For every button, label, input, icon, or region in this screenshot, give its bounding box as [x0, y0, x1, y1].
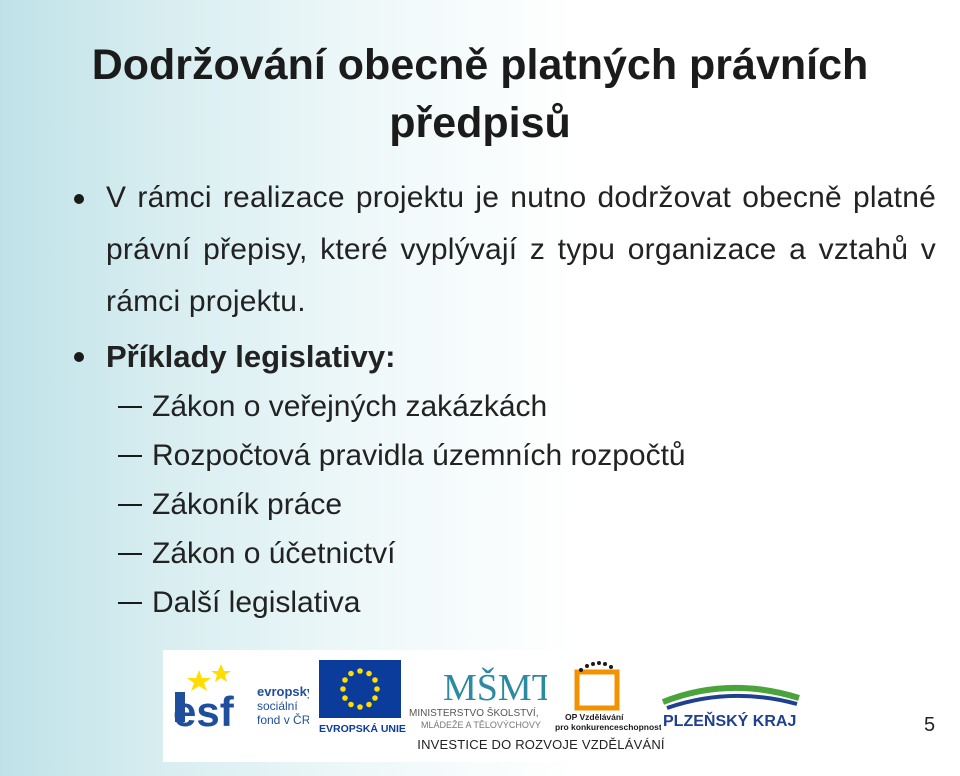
legislation-item [118, 431, 686, 480]
eu-flag-icon [317, 658, 407, 736]
bullet-list [66, 172, 946, 382]
esf-mark: esf [173, 688, 234, 732]
msmt-mark: MŠMT [443, 667, 547, 709]
dash-icon [118, 504, 142, 506]
legislation-item [118, 382, 686, 431]
bullet-item [66, 172, 936, 328]
bullet-text: V rámci realizace projektu je nutno dodržovat obecně platné právní přepisy, které vyplývají z typu organizace a vztahů v rámci projektu. [106, 181, 936, 318]
investice-text: INVESTICE DO ROZVOJE VZDĚLÁVÁNÍ [417, 737, 665, 752]
dash-icon [118, 406, 142, 408]
svg-text:MINISTERSTVO ŠKOLSTVÍ,: MINISTERSTVO ŠKOLSTVÍ, [409, 708, 539, 719]
eu-logo [317, 658, 407, 736]
legislation-item [118, 578, 686, 627]
dash-icon [118, 602, 142, 604]
page-number: 5 [924, 714, 936, 736]
esf-logo [169, 660, 309, 732]
bullet-item [66, 332, 946, 382]
bullet-dot-icon [74, 352, 84, 362]
svg-text:sociální: sociální [257, 699, 298, 713]
legislation-list [118, 382, 686, 627]
svg-text:OP Vzdělávání: OP Vzdělávání [565, 712, 624, 722]
svg-text:MLÁDEŽE A TĚLOVÝCHOVY: MLÁDEŽE A TĚLOVÝCHOVY [421, 720, 541, 730]
legislation-item [118, 529, 686, 578]
svg-text:PLZEŇSKÝ KRAJ: PLZEŇSKÝ KRAJ [663, 713, 797, 730]
op-icon [551, 658, 661, 736]
legislation-text: Zákon o účetnictví [152, 537, 396, 570]
legislation-item [118, 480, 686, 529]
slide-title: Dodržování obecně platných právních předpisů [91, 41, 869, 147]
bullet-dot-icon [74, 194, 84, 204]
plzensky-kraj-icon [659, 674, 809, 734]
svg-text:EVROPSKÁ UNIE: EVROPSKÁ UNIE [319, 723, 406, 735]
esf-logo-icon [169, 660, 309, 732]
dash-icon [118, 553, 142, 555]
logo-strip [163, 650, 813, 762]
plzensky-kraj-logo [659, 674, 809, 734]
op-logo [551, 658, 661, 736]
legislation-text: Další legislativa [152, 586, 361, 619]
svg-text:fond v ČR: fond v ČR [257, 713, 309, 727]
legislation-text: Zákon o veřejných zakázkách [152, 390, 548, 423]
svg-text:evropský: evropský [257, 684, 309, 699]
msmt-icon [407, 654, 547, 734]
dash-icon [118, 455, 142, 457]
legislation-text: Zákoník práce [152, 488, 343, 521]
legislation-text: Rozpočtová pravidla územních rozpočtů [152, 439, 686, 472]
svg-text:pro konkurenceschopnost: pro konkurenceschopnost [555, 722, 661, 732]
bullet-text: Příklady legislativy: [106, 339, 396, 374]
msmt-logo [407, 654, 547, 734]
